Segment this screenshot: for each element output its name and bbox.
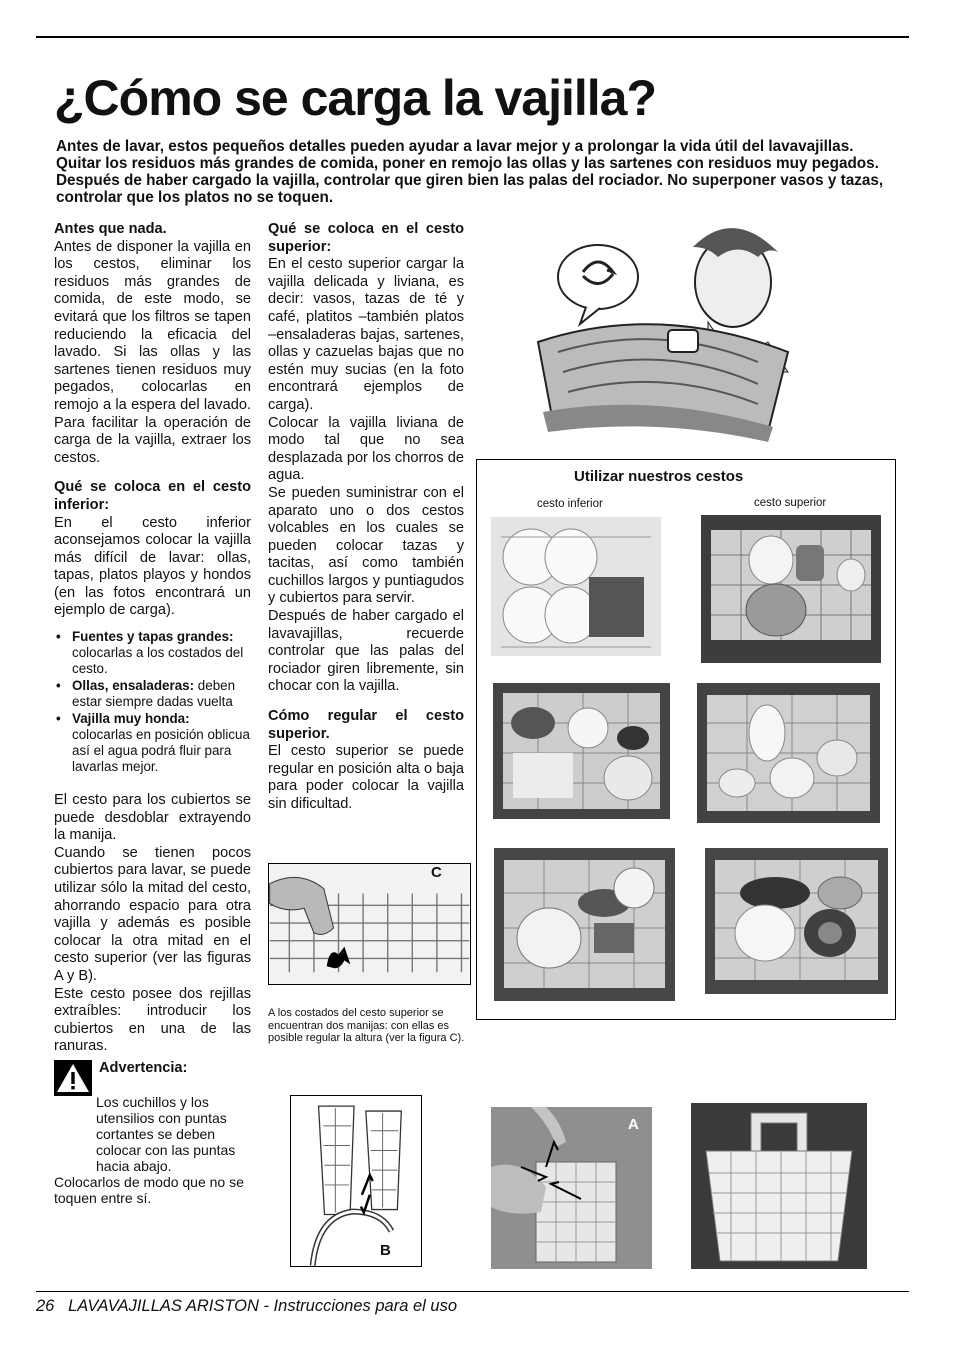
- figure-c-label: C: [431, 864, 442, 881]
- lower-basket-photo-1: [491, 517, 661, 656]
- page-title: ¿Cómo se carga la vajilla?: [54, 70, 657, 126]
- baskets-title: Utilizar nuestros cestos: [574, 468, 744, 485]
- paragraph-cubiertos: El cesto para los cubiertos se puede desdoblar extrayendo la manija.: [54, 792, 251, 844]
- list-item: • Ollas, ensaladeras: deben estar siempre dadas vuelta: [54, 678, 251, 710]
- paragraph-cesto-superior: En el cesto superior cargar la vajilla delicada y liviana, es decir: vasos, tazas de té y café, platitos –también platos –ensaladeras bajas, sartenes, ollas y cazuelas bajas que no estén muy sucias (en la foto encontrará ejemplos de carga).: [268, 256, 464, 413]
- bullet-list: [54, 629, 251, 775]
- upper-basket-photo-3: [705, 848, 888, 994]
- upper-basket-label: cesto superior: [754, 497, 827, 509]
- paragraph-regular: El cesto superior se puede regular en posición alta o baja para poder colocar la vajilla sin dificultad.: [268, 743, 464, 812]
- warning-header: [54, 1060, 251, 1082]
- heading-regular-cesto: Cómo regular el cesto superior.: [268, 708, 464, 742]
- heading-cesto-inferior: Qué se coloca en el cesto inferior:: [54, 479, 251, 513]
- text-column-2: [268, 221, 464, 814]
- page-number: 26: [36, 1297, 55, 1315]
- paragraph-vajilla-liviana: Colocar la vajilla liviana de modo tal que no sea desplazada por los chorros de agua.: [268, 414, 464, 484]
- paragraph-cestos-volcables: Se pueden suministrar con el aparato uno o dos cestos volcables en los cuales se pueden colocar tazas y tacitas, así como también cuchillos largos y puntiagudos y cubiertos para servir.: [268, 484, 464, 607]
- lower-basket-label: cesto inferior: [537, 498, 603, 510]
- paragraph-pocos-cubiertos: Cuando se tienen pocos cubiertos para lavar, se puede utilizar sólo la mitad del cesto, ahorrando espacio para otra vajilla y además es posible colocar la otra mitad en el cesto superior (ver las figuras A y B).: [54, 844, 251, 984]
- paragraph-antes: Antes de disponer la vajilla en los cestos, eliminar los residuos más grandes de comida, de este modo, se evitará que los filtros se tapen reduciendo la eficacia del lavado. Si las ollas y las sartenes tienen residuos muy pegados, colocarlas en remojo a la espera del lavado. Para facilitar la operación de carga de la vajilla, extraer los cestos.: [54, 238, 251, 466]
- intro-paragraph: Antes de lavar, estos pequeños detalles pueden ayudar a lavar mejor y a prolongar la vida útil del lavavajillas. Quitar los residuos más grandes de comida, poner en remojo las ollas y las sartenes con residuos muy pegados. Después de haber cargado la vajilla, controlar que giren bien las palas del rociador. No superponer vasos y tazas, controlar que los platos no se toquen.: [56, 138, 884, 206]
- warning-icon: [54, 1060, 92, 1096]
- figure-b-drawing: [290, 1095, 422, 1267]
- heading-antes-que-nada: Antes que nada.: [54, 221, 167, 237]
- paragraph-cesto-inferior: En el cesto inferior aconsejamos colocar la vajilla más difícil de lavar: ollas, tapas, platos playos y hondos (en las fotos encontrará un ejemplo de carga).: [54, 514, 251, 619]
- warning-title: Advertencia:: [99, 1059, 188, 1076]
- figure-b-label: B: [380, 1242, 391, 1259]
- lower-basket-photo-3: [494, 848, 675, 1001]
- figure-c-caption: A los costados del cesto superior se encuentran dos manijas: con ellas es posible regular la altura (ver la figura C).: [268, 1007, 465, 1044]
- list-item: • Vajilla muy honda: colocarlas en posición oblicua así el agua podrá fluir para lavarlas mejor.: [54, 711, 251, 775]
- heading-cesto-superior: Qué se coloca en el cesto superior:: [268, 221, 464, 255]
- cutlery-basket-photo: [691, 1103, 867, 1269]
- page-footer: [36, 1297, 457, 1316]
- upper-basket-photo-1: [701, 515, 881, 663]
- footer-text: LAVAVAJILLAS ARISTON - Instrucciones para el uso: [68, 1297, 457, 1315]
- upper-basket-photo-2: [697, 683, 880, 823]
- cartoon-illustration: [528, 212, 790, 444]
- warning-text: Los cuchillos y los utensilios con puntas cortantes se deben colocar con las puntas hacia abajo.: [96, 1093, 236, 1174]
- lower-basket-photo-2: [493, 683, 670, 819]
- warning-text-2: Colocarlos de modo que no se toquen entre sí.: [54, 1173, 244, 1206]
- figure-c-photo: [268, 863, 471, 985]
- list-item: • Fuentes y tapas grandes: colocarlas a los costados del cesto.: [54, 629, 251, 677]
- bottom-rule: [36, 1291, 909, 1292]
- paragraph-rociador: Después de haber cargado el lavavajillas, recuerde controlar que las palas del rociador giren libremente, sin chocar con la vajilla.: [268, 608, 464, 695]
- top-rule: [36, 36, 909, 38]
- text-column-1: [54, 221, 251, 1206]
- paragraph-rejillas: Este cesto posee dos rejillas extraíbles: introducir los cubiertos en una de las ranuras.: [54, 985, 251, 1055]
- figure-a-label: A: [628, 1116, 639, 1133]
